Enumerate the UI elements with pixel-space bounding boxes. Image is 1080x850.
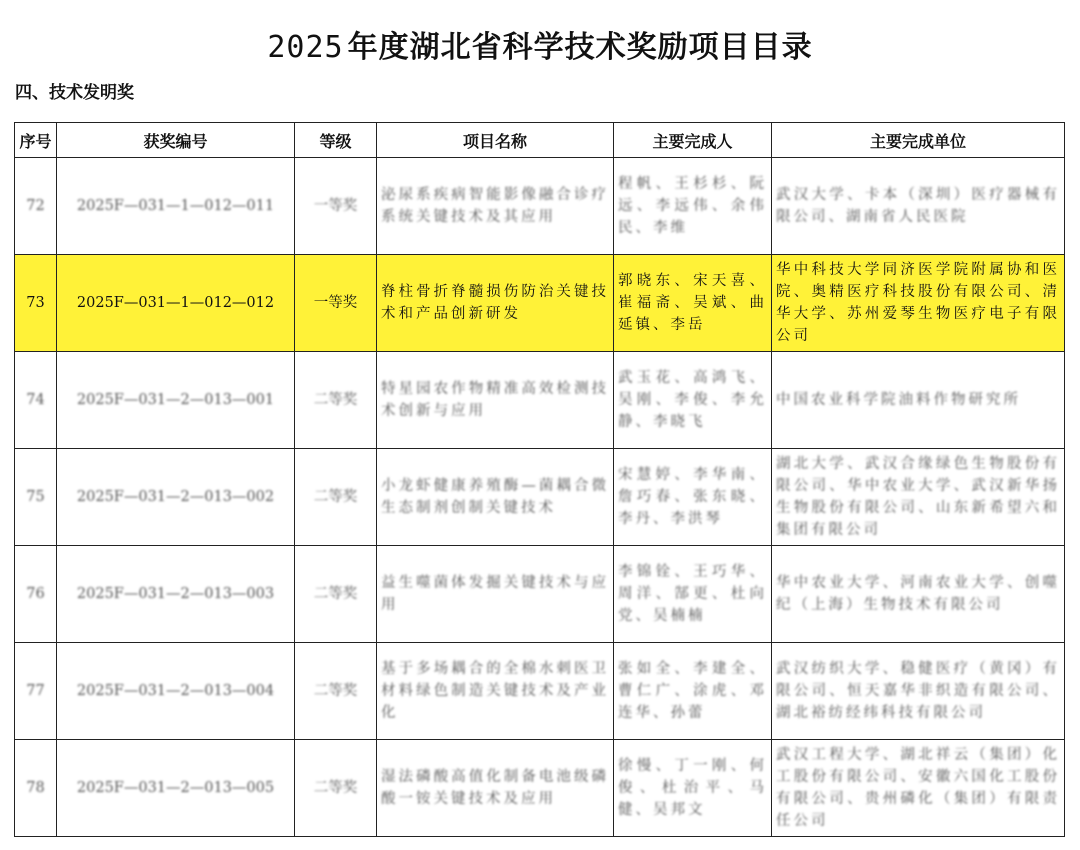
main-people-cell (614, 352, 772, 449)
main-units-cell (772, 352, 1065, 449)
project-name-cell (377, 352, 614, 449)
main-units-cell (772, 449, 1065, 546)
row-number: 74 (26, 392, 45, 408)
award-grade-cell (295, 643, 377, 740)
title-text: 年度湖北省科学技术奖励项目目录 (347, 30, 813, 65)
table-row (15, 352, 1065, 449)
header-main-units: 主要完成单位 (772, 123, 1065, 158)
award-code: 2025F—031—2—013—002 (76, 489, 275, 505)
award-grade-cell (295, 449, 377, 546)
award-grade: 二等奖 (313, 392, 358, 408)
main-people-cell (614, 740, 772, 837)
award-table (14, 122, 1065, 837)
main-units: 湖北大学、武汉合缘绿色生物股份有限公司、华中农业大学、武汉新华扬生物股份有限公司、山东新希望六和集团有限公司 (776, 456, 1060, 538)
table-row (15, 643, 1065, 740)
main-units: 华中农业大学、河南农业大学、创噬纪（上海）生物技术有限公司 (776, 575, 1060, 613)
header-award-code: 获奖编号 (57, 123, 295, 158)
table-row (15, 158, 1065, 255)
header-project-name: 项目名称 (377, 123, 614, 158)
main-people-cell (614, 158, 772, 255)
main-people: 张如全、李建全、曹仁广、涂虎、邓连华、孙蕾 (618, 661, 767, 721)
award-grade-cell (295, 740, 377, 837)
row-number-cell (15, 449, 57, 546)
award-code: 2025F—031—1—012—012 (76, 295, 275, 311)
award-code: 2025F—031—2—013—001 (76, 392, 275, 408)
award-grade-cell (295, 255, 377, 352)
award-code-cell (57, 449, 295, 546)
project-name: 特星园农作物精准高效检测技术创新与应用 (381, 381, 609, 419)
main-people: 宋慧婷、李华南、詹巧春、张东晓、李丹、李洪琴 (618, 467, 767, 527)
award-code-cell (57, 546, 295, 643)
main-units: 华中科技大学同济医学院附属协和医院、奥精医疗科技股份有限公司、清华大学、苏州爱琴生物医疗电子有限公司 (776, 262, 1060, 344)
award-grade-cell (295, 158, 377, 255)
main-units: 武汉大学、卡本（深圳）医疗器械有限公司、湖南省人民医院 (776, 187, 1060, 225)
main-people: 徐慢、丁一刚、何俊、杜治平、马健、吴邦文 (618, 758, 767, 818)
row-number-cell (15, 643, 57, 740)
award-code: 2025F—031—2—013—005 (76, 780, 275, 796)
main-units-cell (772, 740, 1065, 837)
award-code: 2025F—031—2—013—003 (76, 586, 275, 602)
main-people: 程帆、王杉杉、阮远、李远伟、余伟民、李维 (618, 176, 767, 236)
row-number: 72 (26, 198, 45, 214)
document-title (0, 22, 1080, 66)
project-name: 湿法磷酸高值化制备电池级磷酸一铵关键技术及应用 (381, 769, 609, 807)
award-code: 2025F—031—2—013—004 (76, 683, 275, 699)
main-units-cell (772, 255, 1065, 352)
project-name-cell (377, 546, 614, 643)
main-people-cell (614, 643, 772, 740)
project-name: 泌尿系疾病智能影像融合诊疗系统关键技术及其应用 (381, 187, 609, 225)
project-name: 益生噬菌体发掘关键技术与应用 (381, 575, 609, 613)
main-people: 李锦铨、王巧华、周洋、郜更、杜向党、吴楠楠 (618, 564, 767, 624)
row-number: 77 (26, 683, 45, 699)
section-heading: 四、技术发明奖 (15, 83, 134, 103)
award-grade: 二等奖 (313, 683, 358, 699)
award-grade-cell (295, 352, 377, 449)
header-grade: 等级 (295, 123, 377, 158)
table-row (15, 449, 1065, 546)
award-grade: 二等奖 (313, 489, 358, 505)
row-number-cell (15, 255, 57, 352)
main-people-cell (614, 546, 772, 643)
award-code-cell (57, 352, 295, 449)
award-grade: 二等奖 (313, 586, 358, 602)
table-row (15, 546, 1065, 643)
row-number-cell (15, 158, 57, 255)
row-number: 76 (26, 586, 45, 602)
award-code-cell (57, 158, 295, 255)
table-row-highlighted (15, 255, 1065, 352)
main-units: 武汉工程大学、湖北祥云（集团）化工股份有限公司、安徽六国化工股份有限公司、贵州磷化（集团）有限责任公司 (776, 747, 1060, 829)
main-people: 郭晓东、宋天喜、崔福斋、吴斌、曲延镇、李岳 (618, 273, 767, 333)
main-units-cell (772, 546, 1065, 643)
row-number: 78 (26, 780, 45, 796)
award-grade: 一等奖 (313, 198, 358, 214)
row-number: 73 (26, 295, 45, 311)
row-number-cell (15, 740, 57, 837)
main-units-cell (772, 643, 1065, 740)
project-name-cell (377, 158, 614, 255)
project-name: 基于多场耦合的全棉水刺医卫材料绿色制造关键技术及产业化 (381, 661, 609, 721)
project-name: 小龙虾健康养殖酶—菌耦合微生态制剂创制关键技术 (381, 478, 609, 516)
award-code-cell (57, 255, 295, 352)
award-grade-cell (295, 546, 377, 643)
award-code-cell (57, 740, 295, 837)
table-header-row (15, 123, 1065, 158)
row-number-cell (15, 546, 57, 643)
main-units: 武汉纺织大学、稳健医疗（黄冈）有限公司、恒天嘉华非织造有限公司、湖北裕纺经纬科技有限公司 (776, 661, 1060, 721)
main-units: 中国农业科学院油料作物研究所 (776, 392, 1021, 408)
title-year: 2025 (267, 30, 344, 65)
project-name-cell (377, 255, 614, 352)
award-grade: 二等奖 (313, 780, 358, 796)
header-number: 序号 (15, 123, 57, 158)
main-people-cell (614, 255, 772, 352)
table-row (15, 740, 1065, 837)
header-main-people: 主要完成人 (614, 123, 772, 158)
award-grade: 一等奖 (313, 295, 358, 311)
project-name: 脊柱骨折脊髓损伤防治关键技术和产品创新研发 (381, 284, 609, 322)
award-code-cell (57, 643, 295, 740)
project-name-cell (377, 740, 614, 837)
award-code: 2025F—031—1—012—011 (76, 198, 275, 214)
project-name-cell (377, 449, 614, 546)
main-people: 武玉花、高鸿飞、吴刚、李俊、李允静、李晓飞 (618, 370, 767, 430)
row-number-cell (15, 352, 57, 449)
row-number: 75 (26, 489, 45, 505)
main-people-cell (614, 449, 772, 546)
main-units-cell (772, 158, 1065, 255)
project-name-cell (377, 643, 614, 740)
